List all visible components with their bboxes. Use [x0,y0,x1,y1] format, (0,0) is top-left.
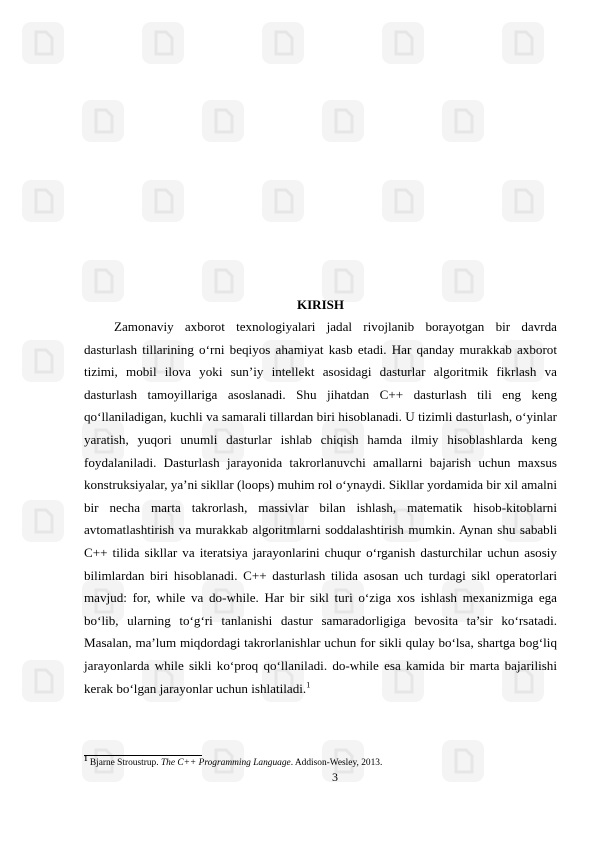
paragraph-text: Zamonaviy axborot texnologiyalari jadal rivojlanib borayotgan bir davrda dasturlash tillarining o‘rni beqiyos ahamiyat kasb etadi. Har qanday murakkab axborot tizimi, mobil ilova yoki sun’iy intellekt asosidagi dasturlar algoritmik fikrlash va dasturlash tamoyillariga asoslanadi. Shu jihatdan C++ dasturlash tili eng keng qo‘llaniladigan, kuchli va samarali tillardan biri hisoblanadi. U tizimli dasturlash, o‘yinlar yaratish, yuqori unumli dasturlar ishlab chiqish hamda ilmiy hisoblashlarda keng foydalaniladi. Dasturlash jarayonida takrorlanuvchi amallarni bajarish uchun maxsus konstruksiyalar, ya’ni sikllar (loops) muhim rol o‘ynaydi. Sikllar yordamida bir xil amalni bir necha marta takrorlash, massivlar bilan ishlash, matematik hisob-kitoblarni avtomatlashtirish va murakkab algoritmlarni soddalashtirish mumkin. Aynan shu sababli C++ tilida sikllar va iteratsiya jarayonlarini chuqur o‘rganish dasturchilar uchun asosiy bilimlardan biri hisoblanadi. C++ dasturlash tilida asosan uch turdagi sikl operatorlari mavjud: for, while va do-while. Har bir sikl turi o‘ziga xos ishlash mexanizmiga ega bo‘lib, ularning to‘g‘ri tanlanishi dastur samaradorligiga bevosita ta’sir ko‘rsatadi. Masalan, ma’lum miqdordagi takrorlanishlar uchun for sikli qulay bo‘lsa, shartga bog‘liq jarayonlarda while sikli ko‘proq qo‘llaniladi. do-while esa kamida bir marta bajarilishi kerak bo‘lgan jarayonlar uchun ishlatiladi. [84,319,557,696]
footnote-separator [84,755,202,756]
intro-paragraph [84,316,557,700]
footnote-author: Bjarne Stroustrup. [89,758,161,768]
main-content [84,294,557,700]
page-number: 3 [332,770,338,784]
footnote-publisher: . Addison-Wesley, 2013. [290,758,383,768]
footnote-reference[interactable]: 1 [306,679,311,690]
footnote-number: 1 [84,754,88,763]
footnote [84,754,557,769]
footnote-book-title: The C++ Programming Language [160,758,291,768]
section-heading: KIRISH [297,297,344,312]
